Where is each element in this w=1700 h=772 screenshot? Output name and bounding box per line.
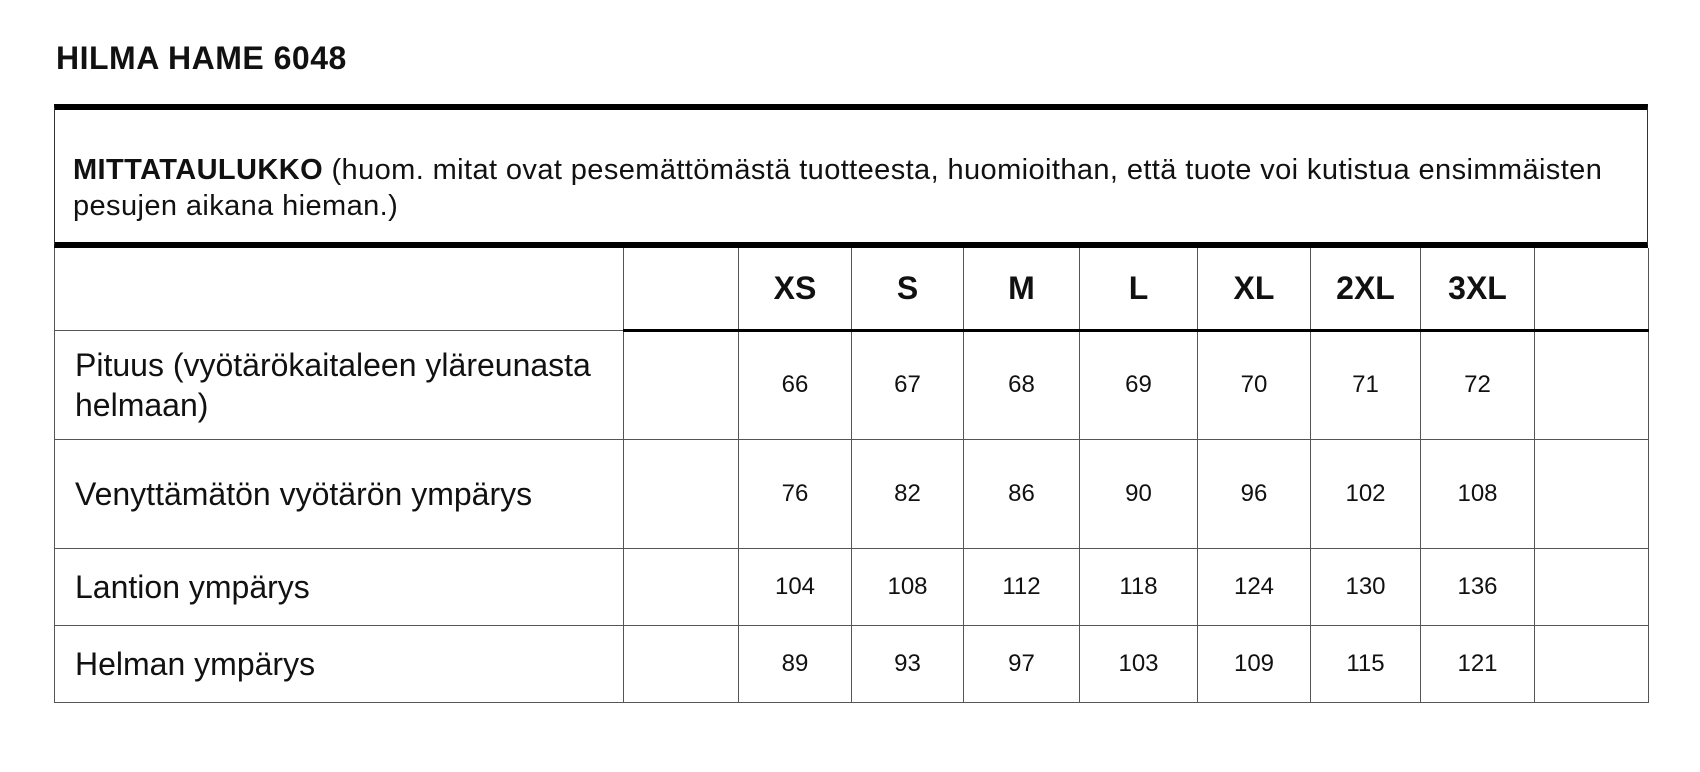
size-header: L bbox=[1080, 248, 1198, 330]
measure-cell: 69 bbox=[1080, 330, 1198, 439]
product-title: HILMA HAME 6048 bbox=[56, 40, 347, 76]
size-header: 2XL bbox=[1311, 248, 1421, 330]
header-empty-cell bbox=[55, 248, 624, 330]
trailing-cell bbox=[1535, 548, 1649, 625]
measure-cell: 76 bbox=[739, 439, 852, 548]
measure-cell: 108 bbox=[852, 548, 964, 625]
spacer-cell bbox=[624, 439, 739, 548]
measure-cell: 72 bbox=[1421, 330, 1535, 439]
note-heading: MITTATAULUKKO bbox=[73, 154, 324, 186]
spacer-cell bbox=[624, 548, 739, 625]
measure-cell: 71 bbox=[1311, 330, 1421, 439]
row-label: Lantion ympärys bbox=[55, 548, 624, 625]
measure-cell: 66 bbox=[739, 330, 852, 439]
note-text: (huom. mitat ovat pesemättömästä tuotteesta, huomioithan, että tuote voi kutistua ensimmäisten pesujen aikana hieman.) bbox=[73, 154, 1603, 222]
measure-cell: 104 bbox=[739, 548, 852, 625]
size-header-row bbox=[55, 248, 1649, 330]
measure-cell: 118 bbox=[1080, 548, 1198, 625]
measure-cell: 97 bbox=[964, 625, 1080, 702]
measure-cell: 121 bbox=[1421, 625, 1535, 702]
measure-cell: 112 bbox=[964, 548, 1080, 625]
row-label: Helman ympärys bbox=[55, 625, 624, 702]
size-header: 3XL bbox=[1421, 248, 1535, 330]
table-row bbox=[55, 625, 1649, 702]
size-header: S bbox=[852, 248, 964, 330]
trailing-cell bbox=[1535, 439, 1649, 548]
table-row bbox=[55, 548, 1649, 625]
header-spacer-cell bbox=[624, 248, 739, 330]
measure-cell: 103 bbox=[1080, 625, 1198, 702]
size-header: M bbox=[964, 248, 1080, 330]
measure-cell: 67 bbox=[852, 330, 964, 439]
measure-cell: 124 bbox=[1198, 548, 1311, 625]
measure-cell: 90 bbox=[1080, 439, 1198, 548]
measure-cell: 82 bbox=[852, 439, 964, 548]
measure-cell: 136 bbox=[1421, 548, 1535, 625]
measure-cell: 89 bbox=[739, 625, 852, 702]
row-label: Venyttämätön vyötärön ympärys bbox=[55, 439, 624, 548]
measure-cell: 70 bbox=[1198, 330, 1311, 439]
measure-cell: 93 bbox=[852, 625, 964, 702]
measurement-note bbox=[54, 104, 1648, 248]
measure-cell: 109 bbox=[1198, 625, 1311, 702]
trailing-cell bbox=[1535, 625, 1649, 702]
trailing-cell bbox=[1535, 330, 1649, 439]
spacer-cell bbox=[624, 330, 739, 439]
table-row bbox=[55, 439, 1649, 548]
size-chart bbox=[54, 104, 1648, 703]
row-label: Pituus (vyötärökaitaleen yläreunasta helmaan) bbox=[55, 330, 624, 439]
size-header: XS bbox=[739, 248, 852, 330]
measure-cell: 102 bbox=[1311, 439, 1421, 548]
measure-cell: 108 bbox=[1421, 439, 1535, 548]
measure-cell: 86 bbox=[964, 439, 1080, 548]
measure-cell: 130 bbox=[1311, 548, 1421, 625]
size-header: XL bbox=[1198, 248, 1311, 330]
header-trailing-cell bbox=[1535, 248, 1649, 330]
size-table bbox=[54, 248, 1649, 703]
spacer-cell bbox=[624, 625, 739, 702]
measure-cell: 68 bbox=[964, 330, 1080, 439]
measure-cell: 115 bbox=[1311, 625, 1421, 702]
measure-cell: 96 bbox=[1198, 439, 1311, 548]
table-row bbox=[55, 330, 1649, 439]
